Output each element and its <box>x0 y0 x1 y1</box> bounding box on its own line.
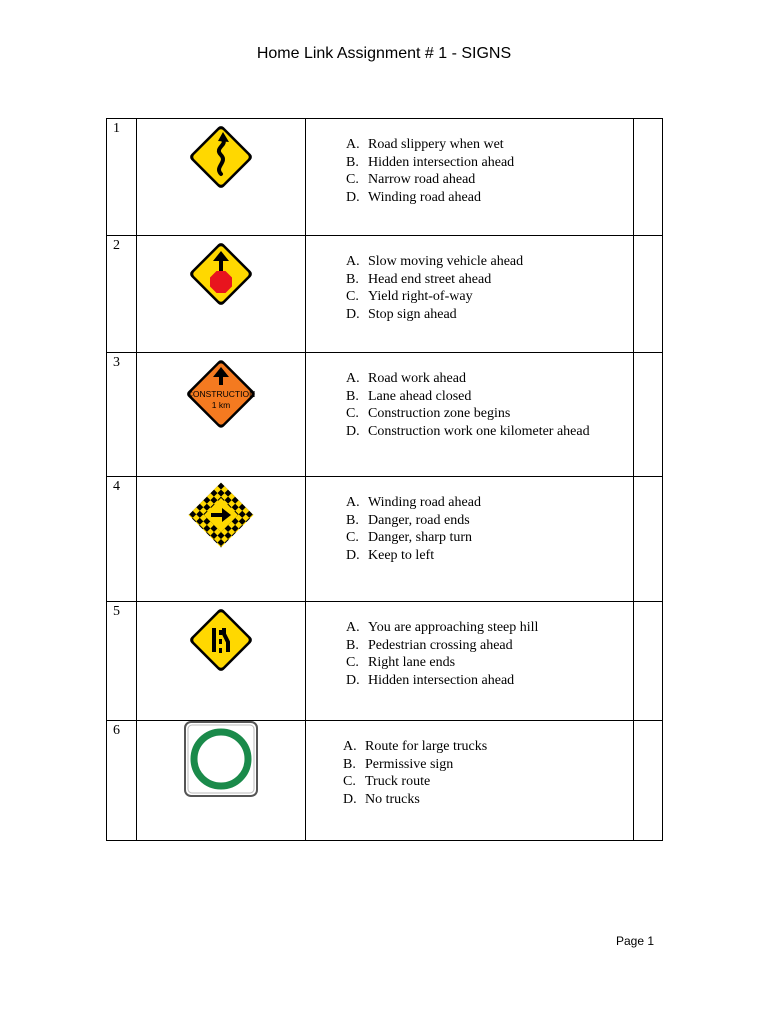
answer-option[interactable]: C. Yield right-of-way <box>346 289 473 304</box>
answer-option[interactable]: A. Slow moving vehicle ahead <box>346 254 524 269</box>
answer-blank-cell[interactable] <box>634 353 663 477</box>
answer-option[interactable]: D. Construction work one kilometer ahead <box>346 423 590 439</box>
right-lane-ends-sign-icon <box>183 602 259 678</box>
answer-option[interactable]: D. No trucks <box>343 791 420 807</box>
answer-option[interactable]: A. Road slippery when wet <box>346 137 504 152</box>
answer-options-cell <box>306 477 634 602</box>
answer-option[interactable]: B. Permissive sign <box>343 756 454 772</box>
question-number-cell <box>107 721 137 841</box>
answer-options-cell <box>306 353 634 477</box>
question-number: 2 <box>113 238 120 253</box>
answer-option[interactable]: C. Narrow road ahead <box>346 172 476 187</box>
answer-option[interactable]: C. Right lane ends <box>346 655 456 670</box>
question-row <box>107 236 663 353</box>
question-number-cell <box>107 353 137 477</box>
question-number: 4 <box>113 479 120 494</box>
question-number-cell <box>107 477 137 602</box>
question-number: 3 <box>113 355 120 370</box>
answer-option[interactable]: B. Lane ahead closed <box>346 388 472 404</box>
sign-cell <box>137 721 306 841</box>
question-number: 6 <box>113 723 120 738</box>
answer-option[interactable]: D. Stop sign ahead <box>346 306 457 322</box>
answer-option[interactable]: B. Hidden intersection ahead <box>346 154 515 170</box>
question-row <box>107 721 663 841</box>
sign-cell <box>137 236 306 353</box>
sign-cell <box>137 119 306 236</box>
answer-option[interactable]: B. Danger, road ends <box>346 512 470 528</box>
answer-blank-cell[interactable] <box>634 602 663 721</box>
question-number-cell <box>107 119 137 236</box>
answer-option[interactable]: D. Winding road ahead <box>346 189 481 205</box>
answer-option[interactable]: B. Head end street ahead <box>346 271 492 287</box>
question-row <box>107 602 663 721</box>
page-title: Home Link Assignment # 1 - SIGNS <box>256 45 512 62</box>
construction-sign-icon <box>180 353 262 435</box>
checkerboard-arrow-sign-icon <box>183 477 259 553</box>
answer-option[interactable]: A. Road work ahead <box>346 371 466 386</box>
question-row <box>107 477 663 602</box>
stop-ahead-sign-icon <box>183 236 259 312</box>
question-number-cell <box>107 602 137 721</box>
sign-cell <box>137 353 306 477</box>
answer-option[interactable]: A. Route for large trucks <box>343 739 488 754</box>
answer-options-cell <box>306 721 634 841</box>
winding-road-sign-icon <box>183 119 259 195</box>
construction-sign-distance: 1 km <box>211 400 231 410</box>
answer-option[interactable]: A. You are approaching steep hill <box>346 620 539 635</box>
sign-cell <box>137 602 306 721</box>
answer-options-cell <box>306 602 634 721</box>
question-row <box>107 119 663 236</box>
answer-options-cell <box>306 119 634 236</box>
answer-option[interactable]: C. Construction zone begins <box>346 406 511 421</box>
answer-option[interactable]: A. Winding road ahead <box>346 495 481 510</box>
construction-sign-text: CONSTRUCTION <box>186 389 256 399</box>
question-number: 5 <box>113 604 120 619</box>
answer-blank-cell[interactable] <box>634 721 663 841</box>
answer-options-cell <box>306 236 634 353</box>
answer-blank-cell[interactable] <box>634 236 663 353</box>
questions-table <box>106 118 663 841</box>
page-number: Page 1 <box>616 934 655 948</box>
answer-option[interactable]: B. Pedestrian crossing ahead <box>346 637 513 653</box>
question-row <box>107 353 663 477</box>
answer-option[interactable]: C. Danger, sharp turn <box>346 530 473 545</box>
answer-option[interactable]: D. Hidden intersection ahead <box>346 672 515 688</box>
green-circle-sign-icon <box>184 721 258 797</box>
answer-blank-cell[interactable] <box>634 119 663 236</box>
answer-blank-cell[interactable] <box>634 477 663 602</box>
answer-option[interactable]: D. Keep to left <box>346 547 435 563</box>
sign-cell <box>137 477 306 602</box>
question-number-cell <box>107 236 137 353</box>
answer-option[interactable]: C. Truck route <box>343 774 431 789</box>
question-number: 1 <box>113 121 120 136</box>
